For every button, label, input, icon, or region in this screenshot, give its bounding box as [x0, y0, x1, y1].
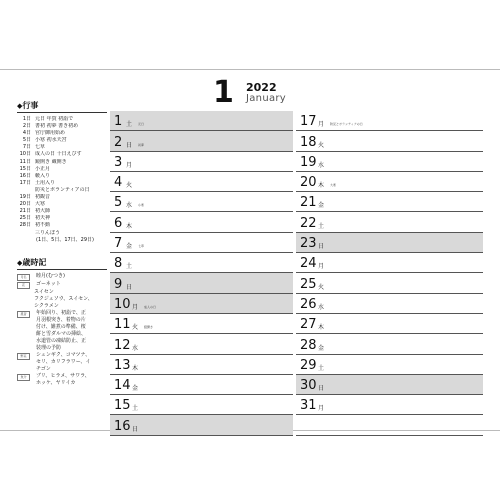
weekday-label: 金 [318, 344, 325, 352]
day-cell-20 [296, 172, 483, 192]
day-number: 29 [300, 357, 317, 373]
day-cell-18 [296, 131, 483, 151]
weekday-label: 火 [318, 283, 325, 291]
event-date: 25日 [19, 215, 31, 222]
day-cell-31 [296, 395, 483, 415]
weekday-label: 水 [318, 161, 325, 169]
day-cell-19 [296, 152, 483, 172]
weekday-label: 水 [126, 202, 133, 210]
day-cell-9 [110, 273, 293, 293]
season-tag: 月名 [17, 274, 30, 281]
weekday-label: 土 [318, 222, 325, 230]
event-date: 19日 [19, 194, 31, 201]
season-item [17, 373, 107, 387]
day-number: 21 [300, 195, 317, 211]
season-item [17, 289, 107, 296]
weekday-label: 土 [126, 263, 133, 271]
events-title [17, 100, 107, 113]
event-text: 三りんぼう [35, 229, 61, 236]
event-text: 小正月 [35, 165, 51, 172]
event-date: 2日 [22, 123, 31, 130]
event-text: 大寒 [35, 201, 46, 208]
weekday-label: 月 [132, 303, 139, 311]
event-date: 28日 [19, 222, 31, 229]
event-date: 15日 [19, 165, 31, 172]
diamond-icon: ◆ [17, 102, 23, 110]
day-number: 1 [114, 114, 123, 130]
event-text: 初観音 [35, 194, 51, 201]
event-date: 11日 [19, 158, 31, 165]
season-text: ブリ、ヒラメ、サワラ、 ホッケ、ヤリイカ [36, 372, 90, 386]
month-name: January [246, 93, 287, 104]
day-cell-21 [296, 192, 483, 212]
sidebar [17, 100, 107, 387]
day-number: 3 [114, 154, 123, 170]
event-text: 官庁御用始め [35, 130, 66, 137]
days-column-1 [110, 111, 293, 436]
season-text: スイセン [34, 288, 54, 295]
events-title-text: 行事 [22, 101, 39, 110]
day-note: 大寒 [330, 183, 337, 188]
day-cell-25 [296, 273, 483, 293]
season-title [17, 257, 107, 270]
events-note: (1日、5日、17日、29日) [36, 236, 94, 243]
day-note: 鏡開き [144, 325, 154, 330]
weekday-label: 水 [318, 303, 325, 311]
day-number: 7 [114, 236, 123, 252]
event-date: 5日 [22, 137, 31, 144]
weekday-label: 日 [318, 385, 325, 393]
season-tag: 魚介 [17, 374, 30, 381]
day-number: 17 [300, 114, 317, 130]
event-text: 成人の日 十日えびす [35, 151, 82, 158]
day-cell-28 [296, 334, 483, 354]
day-number: 26 [300, 296, 317, 312]
day-cell-26 [296, 294, 483, 314]
event-date: 17日 [19, 179, 31, 186]
weekday-label: 日 [126, 283, 133, 291]
day-note: 小寒 [138, 203, 145, 208]
year-label: 2022 [246, 81, 277, 94]
event-date [17, 230, 31, 237]
day-cell-30 [296, 375, 483, 395]
empty-day-cell [296, 415, 483, 435]
weekday-label: 木 [318, 182, 325, 190]
day-cell-24 [296, 253, 483, 273]
weekday-label: 月 [126, 161, 133, 169]
day-cell-16 [110, 415, 293, 435]
season-tag: 風習 [17, 311, 30, 318]
season-item [17, 310, 107, 352]
season-text: 睦月(むつき) [36, 272, 65, 279]
weekday-label: 木 [318, 324, 325, 332]
day-cell-13 [110, 355, 293, 375]
day-cell-2 [110, 131, 293, 151]
event-date: 21日 [19, 208, 31, 215]
season-tag: 花 [17, 282, 30, 289]
day-cell-11 [110, 314, 293, 334]
event-text: 藪入り [35, 172, 51, 179]
weekday-label: 火 [318, 141, 325, 149]
day-cell-27 [296, 314, 483, 334]
season-tag [17, 297, 28, 302]
season-text: シュンギク、コマツナ、 セリ、カリフラワー、イ チゴン [36, 351, 91, 372]
event-text: 元日 年賀 初詣で [35, 116, 74, 122]
day-number: 14 [114, 378, 131, 394]
day-number: 15 [114, 398, 131, 414]
day-cell-12 [110, 334, 293, 354]
weekday-label: 火 [126, 182, 133, 190]
event-text: 初不動 [35, 222, 51, 229]
season-title-text: 歳時記 [22, 257, 47, 267]
event-item [17, 159, 107, 166]
event-item [17, 230, 107, 237]
event-date: 20日 [19, 201, 31, 208]
event-item [17, 151, 107, 158]
day-number: 12 [114, 337, 131, 353]
day-number: 9 [114, 276, 123, 292]
event-text: 初大師 [35, 208, 51, 215]
weekday-label: 土 [318, 364, 325, 372]
event-date: 4日 [22, 130, 31, 137]
event-date [17, 187, 31, 194]
season-list [17, 273, 107, 387]
day-number: 30 [300, 378, 317, 394]
day-number: 31 [300, 398, 317, 414]
day-number: 27 [300, 317, 317, 333]
day-cell-15 [110, 395, 293, 415]
weekday-label: 月 [318, 405, 325, 413]
day-number: 18 [300, 134, 317, 150]
day-number: 20 [300, 175, 317, 191]
day-note: 元日 [138, 122, 145, 127]
season-text: ゴーネット [36, 280, 61, 287]
day-number: 8 [114, 256, 123, 272]
days-column-2 [296, 111, 483, 436]
weekday-label: 木 [126, 222, 133, 230]
day-number: 24 [300, 256, 317, 272]
weekday-label: 土 [132, 405, 139, 413]
day-number: 28 [300, 337, 317, 353]
day-number: 23 [300, 236, 317, 252]
day-number: 13 [114, 357, 131, 373]
season-tag [17, 290, 28, 295]
day-number: 25 [300, 276, 317, 292]
season-item [17, 296, 107, 310]
season-tag: 野菜 [17, 353, 30, 360]
day-cell-7 [110, 233, 293, 253]
day-number: 10 [114, 296, 131, 312]
day-note: 七草 [138, 244, 145, 249]
event-text: 初天神 [35, 215, 51, 222]
weekday-label: 木 [132, 364, 139, 372]
event-date: 16日 [19, 172, 31, 179]
season-item [17, 352, 107, 373]
weekday-label: 日 [126, 141, 133, 149]
day-cell-6 [110, 212, 293, 232]
day-cell-4 [110, 172, 293, 192]
day-cell-10 [110, 294, 293, 314]
event-text: 書初 初夢 書き初め [35, 123, 79, 130]
weekday-label: 火 [132, 324, 139, 332]
event-date: 10日 [19, 151, 31, 158]
event-item [17, 166, 107, 173]
event-item [17, 173, 107, 180]
weekday-label: 金 [132, 385, 139, 393]
day-number: 6 [114, 215, 123, 231]
season-section [17, 257, 107, 387]
event-date: 1日 [22, 116, 31, 122]
season-text: 年始回り、初詣で、正 月羽根突き、着物の片 付け、雑煮の準備、桜 餅と雪ダルマの挿絵、 水道管の凍結防止、正 装理の予防 [36, 309, 87, 351]
events-list [17, 116, 107, 237]
day-cell-22 [296, 212, 483, 232]
weekday-label: 日 [132, 425, 139, 433]
weekday-label: 月 [318, 121, 325, 129]
day-number: 19 [300, 154, 317, 170]
event-text: 小寒 初水天宮 [35, 137, 67, 144]
day-number: 11 [114, 317, 131, 333]
event-text: 土用入り [35, 179, 56, 186]
day-note: 成人の日 [144, 304, 157, 309]
month-number: 1 [213, 75, 234, 110]
day-cell-17 [296, 111, 483, 131]
weekday-label: 土 [126, 121, 133, 129]
weekday-label: 金 [318, 202, 325, 210]
day-cell-23 [296, 233, 483, 253]
weekday-label: 金 [126, 243, 133, 251]
day-cell-5 [110, 192, 293, 212]
weekday-label: 水 [132, 344, 139, 352]
day-cell-14 [110, 375, 293, 395]
day-number: 5 [114, 195, 123, 211]
event-item [17, 222, 107, 229]
day-number: 16 [114, 418, 131, 434]
event-item [17, 187, 107, 194]
day-number: 22 [300, 215, 317, 231]
day-cell-29 [296, 355, 483, 375]
event-date: 7日 [22, 144, 31, 151]
weekday-label: 月 [318, 263, 325, 271]
event-item [17, 180, 107, 187]
season-item [17, 281, 107, 289]
weekday-label: 日 [318, 243, 325, 251]
day-number: 4 [114, 175, 123, 191]
event-text: 七草 [35, 144, 46, 151]
event-text: 鏡開き 蔵開き [35, 158, 67, 165]
day-cell-3 [110, 152, 293, 172]
day-note: 防災とボランティアの日 [330, 122, 363, 127]
day-cell-8 [110, 253, 293, 273]
season-item [17, 273, 107, 281]
day-number: 2 [114, 134, 123, 150]
day-note: 初夢 [138, 142, 145, 147]
season-text: フクジュソウ、スイセン、 シクラメン [34, 295, 93, 309]
day-cell-1 [110, 111, 293, 131]
diamond-icon: ◆ [17, 258, 23, 267]
event-text: 防災とボランティアの日 [35, 186, 90, 193]
